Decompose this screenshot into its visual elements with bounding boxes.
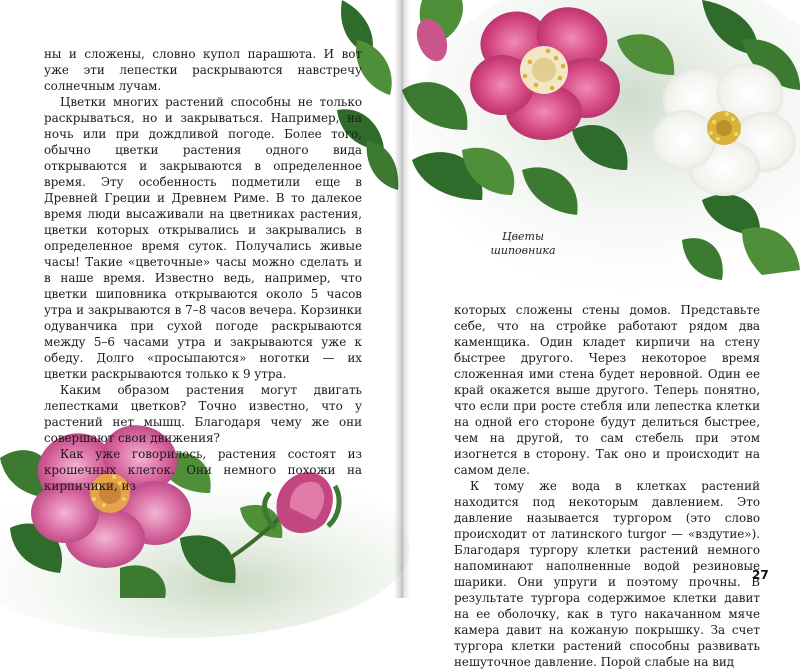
- left-page-text: [44, 46, 362, 494]
- left-paragraph: ны и сложены, словно купол парашюта. И вот уже эти лепестки раскрываются навстречу солнечным лучам.: [44, 47, 362, 93]
- rose-illustration-top: [402, 0, 800, 300]
- right-page-text: [454, 302, 760, 670]
- left-paragraph: Каким образом растения могут двигать лепестками цветков? Точно известно, что у растений нет мышц. Благодаря чему же они совершают свои движения?: [44, 383, 362, 445]
- right-paragraph: К тому же вода в клетках растений находится под некоторым давлением. Это давление называется тургором (это слово происходит от латинского turgor — «вздутие»). Благодаря тургору клетки растений немного напоминают наполненные водой резиновые шарики. Они упруги и поэтому прочны. В результате тургора содержимое клетки давит на ее оболочку, как в туго накачанном мяче камера давит на кожаную покрышку. За счет тургора клетки растений способны развивать нешуточное давление. Порой слабые на вид: [454, 479, 760, 669]
- page-number: 27: [752, 568, 769, 582]
- left-page: [0, 0, 402, 598]
- caption-line: шиповника: [490, 244, 556, 257]
- left-paragraph: Цветки многих растений способны не только раскрываться, но и закрываться. Например, на ночь или при дождливой погоде. Более того, обычно цветки растения одного вида открываются и закрываются в определенное время. Эту особенность подметили еще в Древней Греции и Древнем Риме. В то далекое время люди высаживали на цветниках растения, цветки которых открывались и закрывались в определенное время суток. Получались живые часы! Такие «цветочные» часы можно сделать и в наше время. Известно ведь, например, что цветки шиповника открываются около 5 часов утра и закрываются в 7–8 часов вечера. Корзинки одуванчика при сухой погоде раскрываются между 5–6 часами утра и закрываются уже к обеду. Долго «просыпаются» ноготки — их цветки раскрываются только к 9 утра.: [44, 95, 362, 381]
- left-paragraph: Как уже говорилось, растения состоят из крошечных клеток. Они немного похожи на кирпичики, из: [44, 447, 362, 493]
- illustration-caption: [478, 230, 568, 258]
- right-page: [402, 0, 800, 669]
- caption-line: Цветы: [502, 230, 544, 243]
- right-paragraph: которых сложены стены домов. Представьте себе, что на стройке работают рядом два каменщика. Один кладет кирпичи на стену быстрее другого. Через некоторое время сложенная ими стена будет неровной. Один ее край окажется выше другого. Теперь понятно, что если при росте стебля или лепестка клетки на одной его стороне будут делиться быстрее, чем на другой, то сам стебель при этом изогнется в сторону. Так оно и происходит на самом деле.: [454, 303, 760, 477]
